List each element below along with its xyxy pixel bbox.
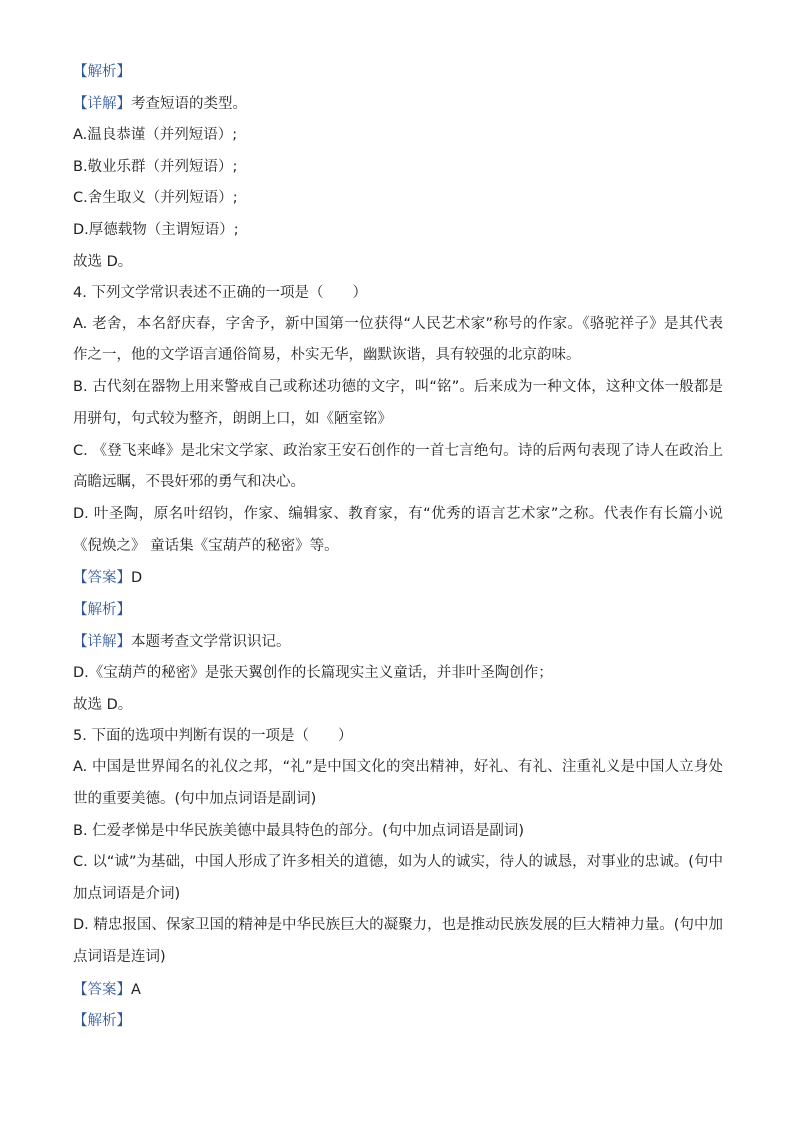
block1-option-c: C.舍生取义（并列短语）;: [73, 190, 238, 207]
detail-text: 考查短语的类型。: [131, 95, 247, 112]
detail-text: 本题考查文学常识识记。: [131, 633, 291, 650]
answer-label: 【答案】: [73, 981, 131, 998]
question4-option-a: A. 老舍，本名舒庆春，字舍予，新中国第一位获得“人民艺术家”称号的作家。《骆驼祥子》是其代表作之一，他的文学语言通俗简易，朴实无华，幽默诙谐，具有较强的北京韵味。: [73, 315, 723, 364]
detail-line: [73, 94, 723, 114]
question5-option-b: B. 仁爱孝悌是中华民族美德中最具特色的部分。(句中加点词语是副词): [73, 823, 524, 840]
question5-option-a: A. 中国是世界闻名的礼仪之邦，“礼”是中国文化的突出精神，好礼、有礼、注重礼义是中国人立身处世的重要美德。(句中加点词语是副词): [73, 759, 723, 807]
block1-option-d: D.厚德载物（主谓短语）;: [73, 221, 239, 238]
question5-analysis-heading: 【解析】: [73, 1013, 131, 1030]
question4-option-c: C. 《登飞来峰》是北宋文学家、政治家王安石创作的一首七言绝句。诗的后两句表现了诗人在政治上高瞻远瞩，不畏奸邪的勇气和决心。: [73, 442, 723, 491]
question5-option-c: C. 以“诚”为基础，中国人形成了许多相关的道德，如为人的诚实，待人的诚恳，对事业的忠诚。(句中加点词语是介词): [73, 854, 723, 902]
detail-label: 【详解】: [73, 95, 131, 112]
question5-stem: 5. 下面的选项中判断有误的一项是（ ）: [73, 728, 353, 745]
question4-detail-d: D.《宝葫芦的秘密》是张天翼创作的长篇现实主义童话，并非叶圣陶创作；: [73, 665, 553, 682]
question4-option-d: D. 叶圣陶，原名叶绍钧，作家、编辑家、教育家，有“优秀的语言艺术家”之称。代表作有长篇小说《倪焕之》 童话集《宝葫芦的秘密》等。: [73, 506, 723, 554]
analysis-heading: 【解析】: [73, 64, 131, 80]
question4-detail-line: [73, 632, 723, 652]
answer-value: D: [131, 570, 143, 587]
block1-option-a: A.温良恭谨（并列短语）;: [73, 127, 238, 144]
question4-conclusion: 故选 D。: [73, 696, 133, 713]
detail-label: 【详解】: [73, 633, 131, 650]
answer-label: 【答案】: [73, 570, 131, 587]
block1-conclusion: 故选 D。: [73, 253, 133, 270]
question4-option-b: B. 古代刻在器物上用来警戒自己或称述功德的文字，叫“铭”。后来成为一种文体，这种文体一般都是用骈句，句式较为整齐，朗朗上口，如《陋室铭》: [73, 379, 723, 427]
question4-stem: 4. 下列文学常识表述不正确的一项是（ ）: [73, 285, 367, 302]
question4-answer: [73, 568, 723, 588]
document-page: [73, 62, 723, 1043]
question5-option-d: D. 精忠报国、保家卫国的精神是中华民族巨大的凝聚力，也是推动民族发展的巨大精神力量。(句中加点词语是连词): [73, 917, 723, 965]
question5-answer: [73, 980, 723, 1000]
question4-analysis-heading: 【解析】: [73, 601, 131, 618]
block1-option-b: B.敬业乐群（并列短语）;: [73, 158, 238, 175]
answer-value: A: [131, 981, 141, 998]
